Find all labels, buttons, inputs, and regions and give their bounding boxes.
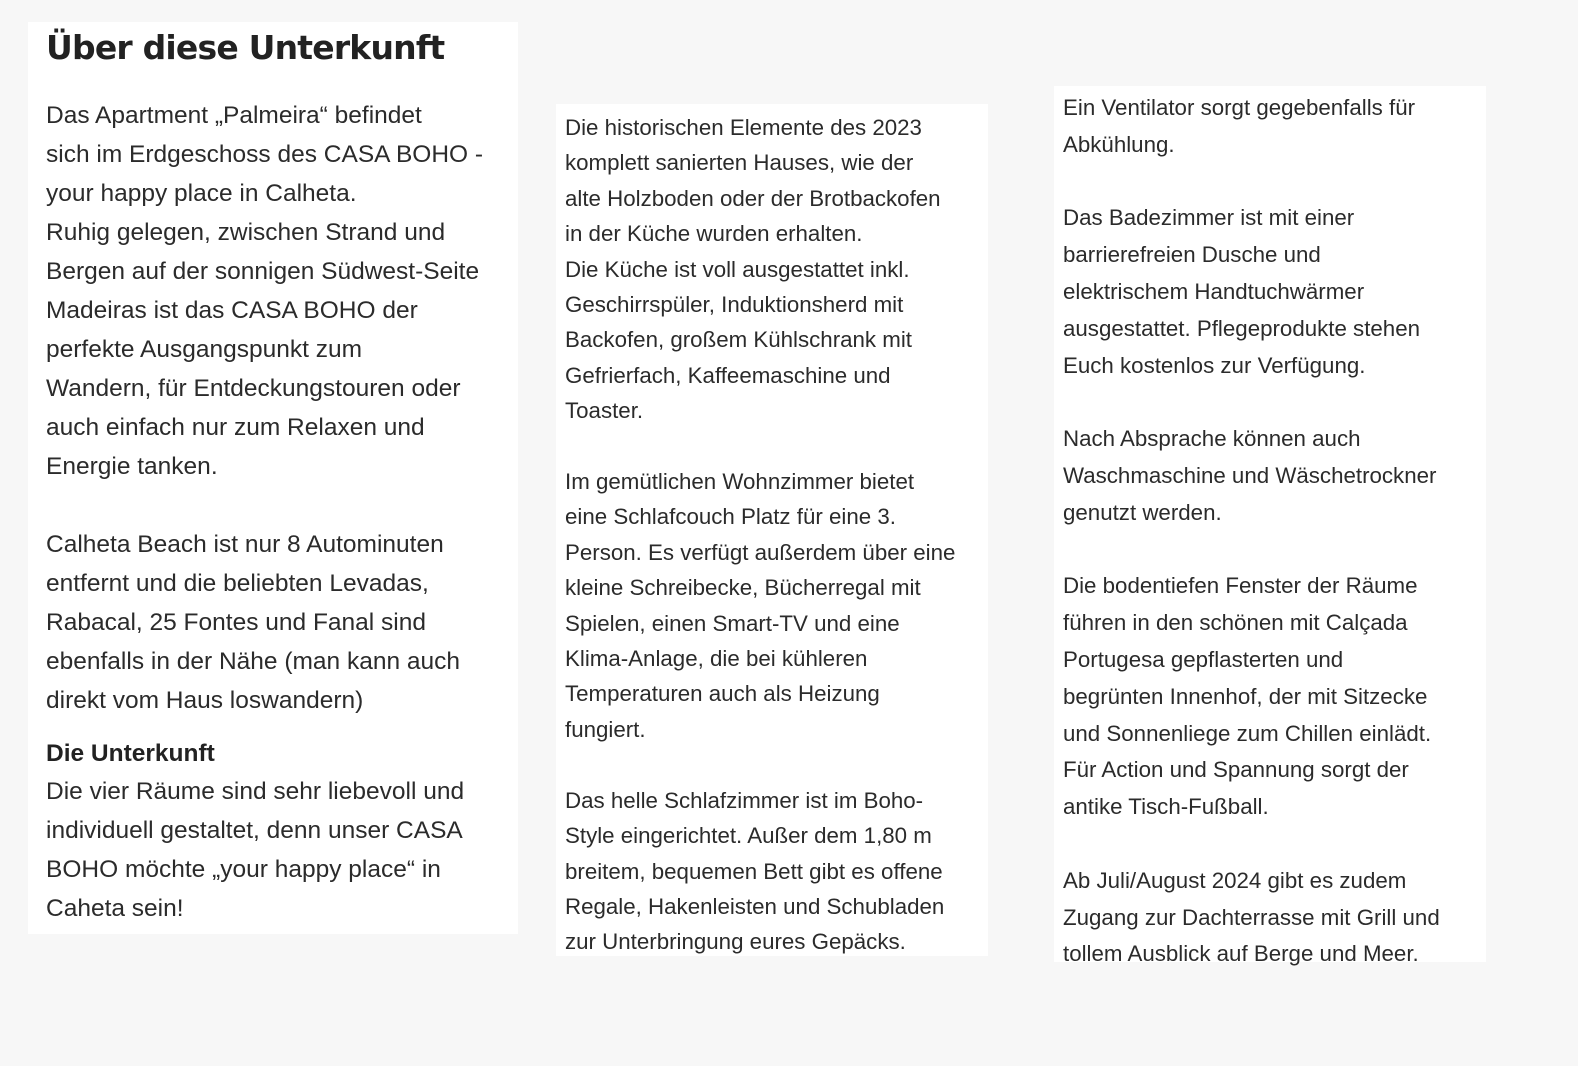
living-room-paragraph: Im gemütlichen Wohnzimmer bietet eine Schlafcouch Platz für eine 3. Person. Es verfügt außerdem über eine kleine Schreibecke, Bücherregal mit Spielen, einen Smart-TV und eine Klima-Anlage, die bei kühleren Temperaturen auch als Heizung fungiert.: [565, 469, 956, 742]
paragraph-spacer: [565, 429, 988, 464]
description-column-2: [556, 104, 988, 956]
paragraph-spacer: [1063, 532, 1486, 569]
terrace-paragraph: Ab Juli/August 2024 gibt es zudem Zugang zur Dachterrasse mit Grill und tollem Ausblick auf Berge und Meer.: [1063, 867, 1440, 967]
bathroom-paragraph: Das Badezimmer ist mit einer barrierefreien Dusche und elektrischem Handtuchwärmer ausgestattet. Pflegeprodukte stehen Euch kostenlos zur Verfügung.: [1063, 205, 1421, 378]
courtyard-paragraph: Die bodentiefen Fenster der Räume führen in den schönen mit Calçada Portugesa gepflasterten und begrünten Innenhof, der mit Sitzecke und Sonnenliege zum Chillen einlädt. Für Action und Spannung sorgt der antike Tisch-Fußball.: [1063, 573, 1432, 820]
paragraph-spacer: [1063, 384, 1486, 421]
paragraph-spacer: [1063, 826, 1486, 863]
description-column-3: [1054, 86, 1486, 967]
paragraph-spacer: [1063, 164, 1486, 201]
bedroom-paragraph: Das helle Schlafzimmer ist im Boho- Style eingerichtet. Außer dem 1,80 m breitem, bequemen Bett gibt es offene Regale, Hakenleisten und Schubladen zur Unterbringung eures Gepäcks.: [565, 787, 945, 955]
beach-paragraph: Calheta Beach ist nur 8 Autominuten entfernt und die beliebten Levadas, Rabacal, 25 Fontes und Fanal sind ebenfalls in der Nähe (man kann auch direkt vom Haus loswandern): [46, 531, 461, 714]
fan-paragraph: Ein Ventilator sorgt gegebenfalls für Abkühlung.: [1063, 95, 1416, 157]
kitchen-paragraph: Die historischen Elemente des 2023 komplett sanierten Hauses, wie der alte Holzboden oder der Brotbackofen in der Küche wurden erhalten. Die Küche ist voll ausgestattet inkl. Geschirrspüler, Induktionsherd mit Backofen, großem Kühlschrank mit Gefrierfach, Kaffeemaschine und Toaster.: [565, 115, 941, 424]
laundry-paragraph: Nach Absprache können auch Waschmaschine und Wäschetrockner genutzt werden.: [1063, 426, 1437, 525]
section-title: Über diese Unterkunft: [46, 28, 445, 67]
rooms-paragraph: Die vier Räume sind sehr liebevoll und individuell gestaltet, denn unser CASA BOHO möchte „your happy place“ in Caheta sein!: [46, 778, 465, 922]
intro-paragraph: Das Apartment „Palmeira“ befindet sich im Erdgeschoss des CASA BOHO - your happy place in Calheta. Ruhig gelegen, zwischen Strand und Bergen auf der sonnigen Südwest-Seite Madeiras ist das CASA BOHO der perfekte Ausgangspunkt zum Wandern, für Entdeckungstouren oder auch einfach nur zum Relaxen und Energie tanken.: [46, 102, 484, 480]
description-column-1: [28, 22, 518, 934]
accommodation-subheading: Die Unterkunft: [46, 740, 215, 767]
paragraph-spacer: [46, 486, 518, 525]
paragraph-spacer: [565, 747, 988, 782]
